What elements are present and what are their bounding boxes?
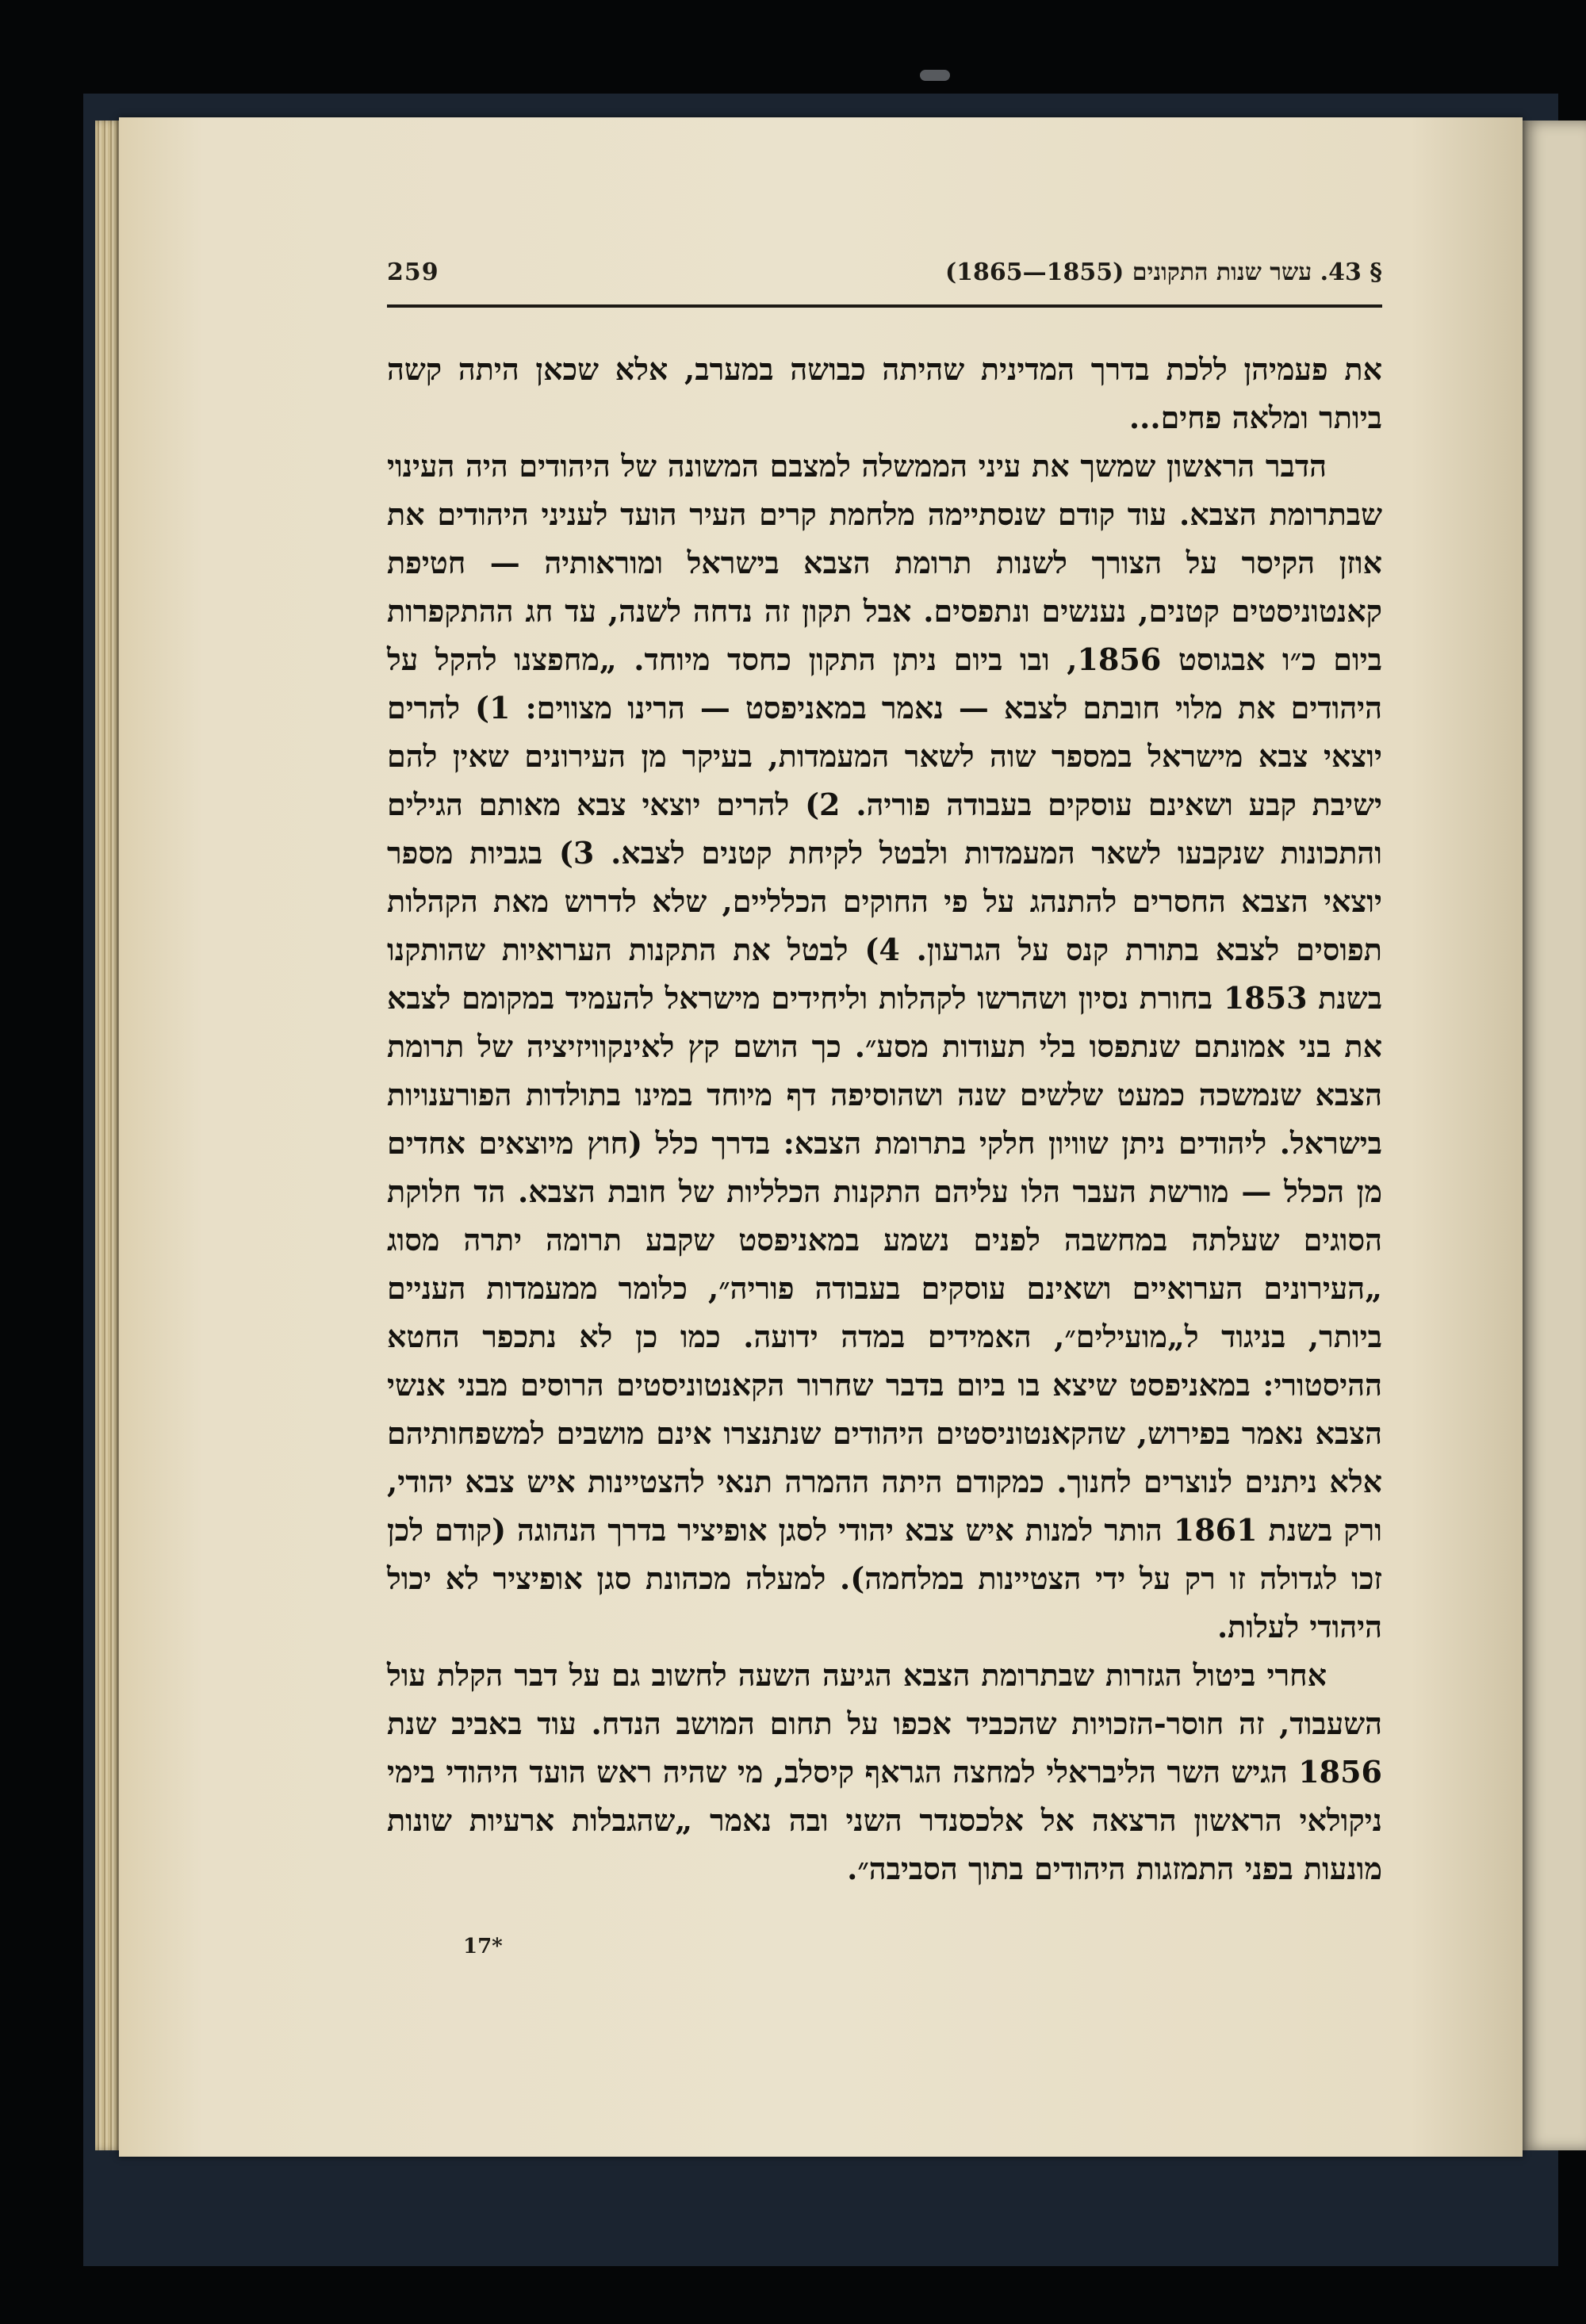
scan-mark	[920, 70, 950, 81]
page-number: 259	[387, 258, 439, 286]
page-header	[387, 255, 1382, 297]
paragraph-continuation: את פעמיהן ללכת בדרך המדינית שהיתה כבושה במערב, אלא שכאן היתה קשה ביותר ומלאה פחים...	[387, 351, 1382, 435]
body-text	[387, 345, 1382, 1893]
paragraph-restrictions: אחרי ביטול הגזרות שבתרומת הצבא הגיעה השעה לחשוב גם על דבר הקלת עול השעבוד, זה חוסר-הזכויות שהכביד אכפו על תחום המושב הנדח. עוד באביב שנת 1856 הגיש השר הליבראלי למחצה הגראף קיסלב, מי שהיה ראש הועד היהודי בימי ניקולאי הראשון הרצאה אל אלכסנדר השני ובה נאמר „שהגבלות ארעיות שונות מונעות בפני התמזגות היהודים בתוך הסביבה״.	[387, 1657, 1382, 1886]
paragraph-military-reform: הדבר הראשון שמשך את עיני הממשלה למצבם המשונה של היהודים היה העינוי שבתרומת הצבא. עוד קודם שנסתיימה מלחמת קרים העיר הועד לעניני היהודים את אוזן הקיסר על הצורך לשנות תרומת הצבא בישראל ומוראותיה — חטיפת קאנטוניסטים קטנים, נענשים ונתפסים. אבל תקון זה נדחה לשנה, עד חג ההתקפרות ביום כ״ו אבגוסט 1856, ובו ביום ניתן התקון כחסד מיוחד. „מחפצנו להקל על היהודים את מלוי חובתם לצבא — נאמר במאניפסט — הרינו מצווים: 1) להרים יוצאי צבא מישראל במספר שוה לשאר המעמדות, בעיקר מן העירונים שאין להם ישיבת קבע ושאינם עוסקים בעבודה פוריה. 2) להרים יוצאי צבא מאותם הגילים והתכונות שנקבעו לשאר המעמדות ולבטל לקיחת קטנים לצבא. 3) בגביות מספר יוצאי הצבא החסרים להתנהג על פי החוקים הכלליים, שלא לדרוש מאת הקהלות תפוסים לצבא בתורת קנס על הגרעון. 4) לבטל את התקנות הערואיות שהותקנו בשנת 1853 בחורת נסיון ושהרשו לקהלות וליחידים מישראל להעמיד במקומם לצבא את בני אמונתם שנתפסו בלי תעודות מסע״. כך הושם קץ לאינקוויזיציה של תרומת הצבא שנמשכה כמעט שלשים שנה ושהוסיפה דף מיוחד במינו בתולדות הפורענויות בישראל. ליהודים ניתן שוויון חלקי בתרומת הצבא: בדרך כלל (חוץ מיוצאים אחדים מן הכלל — מורשת העבר הלו עליהם התקנות הכלליות של חובת הצבא. הד חלוקת הסוגים שעלתה במחשבה לפנים נשמע במאניפסט שקבע תרומה יתרה מסוג „העירונים הערואיים ושאינם עוסקים בעבודה פוריה״, כלומר ממעמדות העניים ביותר, בניגוד ל„מועילים״, האמידים במדה ידועה. כמו כן לא נתכפר החטא ההיסטורי: במאניפסט שיצא בו ביום בדבר שחרור הקאנטוניסטים הרוסים מבני אנשי הצבא נאמר בפירוש, שהקאנטוניסטים היהודים שנתנצרו אינם מושבים למשפחותיהם אלא ניתנים לנוצרים לחנוך. כמקודם היתה ההמרה תנאי להצטיינות איש צבא יהודי, ורק בשנת 1861 הותר למנות איש צבא יהודי לסגן אופיציר בדרך הנהוגה (קודם לכן זכו לגדולה זו רק על ידי הצטיינות במלחמה). למעלה מכהונת סגן אופיציר לא יכול היהודי לעלות.	[387, 448, 1383, 1644]
header-rule	[387, 304, 1382, 308]
facing-page-edge	[1521, 121, 1586, 2150]
signature-mark: 17*	[463, 1935, 503, 1958]
running-head: § 43. עשר שנות התקונים (1855—1865)	[944, 258, 1382, 286]
